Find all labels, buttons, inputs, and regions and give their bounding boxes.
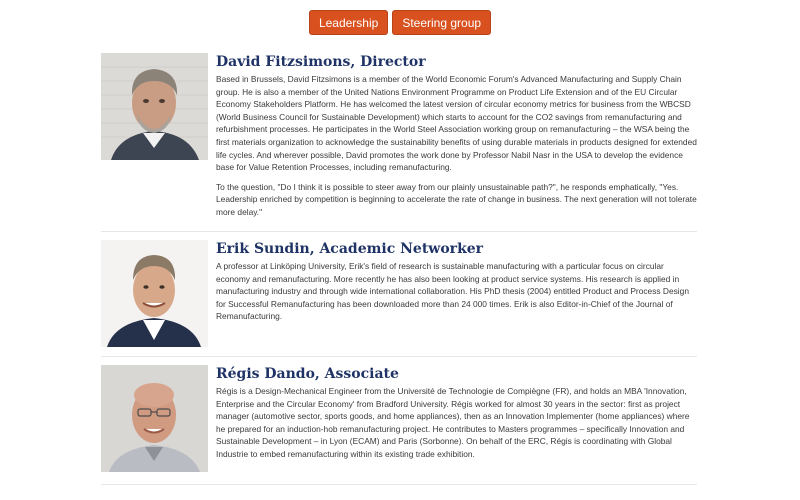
profile-bio — [216, 53, 697, 219]
profile-photo — [101, 53, 208, 160]
profile-bio — [216, 240, 697, 323]
tab-steering-group[interactable]: Steering group — [392, 10, 491, 35]
profile-name: Erik Sundin, Academic Networker — [216, 241, 484, 257]
profile-photo — [101, 365, 208, 472]
tab-leadership[interactable]: Leadership — [309, 10, 388, 35]
bio-quote-paragraph: To the question, "Do I think it is possible to steer away from our plainly unsustainable path?", he responds emphatically, "Yes. Leadership enriched by competition is beginning to accelerate the rate of change in business. The next generation will not tolerate more delay." — [216, 181, 697, 217]
bio-paragraph: Régis is a Design-Mechanical Engineer from the Université de Technologie de Compiègne (FR), and holds an MBA 'Innovation, Enterprise and the Circular Economy' from Bradford University. Régis worked for almost 30 years in the sector: first as project manager (automotive sector, sports goods, and home appliances), then as an Innovation Implementer (home appliances) where he prepared for an induction-hob remanufacturing project. He contributes to Masters programmes – specifically Innovation and Sustainable Development – in Lyon (ECAM) and Paris (Sorbonne). On behalf of the ERC, Régis is coordinating with Global Industrie to embed remanufacturing within its existing trade exhibition. — [216, 386, 690, 459]
bio-paragraph: Based in Brussels, David Fitzsimons is a member of the World Economic Forum's Advanced Manufacturing and Supply Chain group. He is also a member of the United Nations Environment Programme on Product Life Extension and of the EU Circular Economy Stakeholders Platform. He has welcomed the latest version of circular economy metrics for business from the WBCSD (World Business Council for Sustainable Development) which starts to account for the CO2 savings from remanufacturing and refurbishment processes. He participates in the World Steel Association working group on remanufacturing – the WSA being the first materials organization to acknowledge the sustainability benefits of using durable materials in products designed for extended life cycles. And wherever possible, David promotes the work done by Professor Nabil Nasr in the USA to develop the evidence base for Value Retention Processes, including remanufacturing. — [216, 74, 697, 173]
tab-bar — [0, 10, 800, 35]
profile-bio — [216, 365, 697, 461]
profile-card — [101, 53, 697, 232]
divider — [101, 484, 697, 485]
profile-photo — [101, 240, 208, 347]
profile-card — [101, 365, 697, 485]
profile-card — [101, 240, 697, 357]
bio-paragraph: A professor at Linköping University, Erik's field of research is sustainable manufacturing with a particular focus on circular economy and remanufacturing. More recently he has also been looking at product service systems. His research is applied in manufacturing industry and through wide international collaboration. His PhD thesis (2004) entitled Product and Process Design for Successful Remanufacturing has been downloaded more than 24 000 times. Erik is also Editor-in-Chief of the Journal of Remanufacturing. — [216, 261, 689, 322]
profile-name: Régis Dando, Associate — [216, 366, 399, 382]
profile-name: David Fitzsimons, Director — [216, 54, 426, 70]
